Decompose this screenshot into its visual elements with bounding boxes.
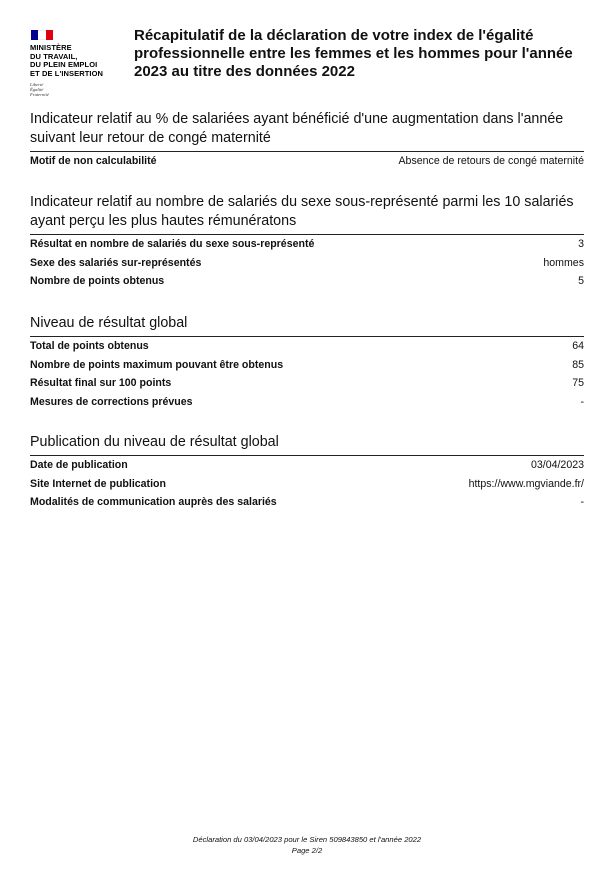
ministry-logo	[30, 30, 125, 97]
section-title: Publication du niveau de résultat global	[30, 433, 584, 456]
data-row	[30, 374, 584, 393]
page-footer	[0, 834, 614, 856]
row-label: Nombre de points obtenus	[30, 275, 165, 288]
row-label: Modalités de communication auprès des salariés	[30, 496, 277, 509]
row-label: Site Internet de publication	[30, 477, 166, 490]
row-label: Sexe des salariés sur-représentés	[30, 256, 202, 269]
row-label: Date de publication	[30, 459, 128, 472]
row-value: 85	[572, 358, 584, 371]
ministry-name	[30, 44, 125, 78]
motto-line: Liberté	[30, 82, 44, 88]
document-title: Récapitulatif de la déclaration de votre index de l'égalité professionnelle entre les femmes et les hommes pour l'année 2023 au titre des données 2022	[134, 27, 573, 80]
section-global-result	[30, 314, 584, 411]
data-row	[30, 272, 584, 291]
ministry-line: ET DE L'INSERTION	[30, 68, 104, 78]
data-row	[30, 152, 584, 171]
data-row	[30, 475, 584, 494]
publication-website-link[interactable]: https://www.mgviande.fr/	[468, 477, 584, 490]
page-number: Page 2/2	[291, 846, 323, 855]
data-row	[30, 254, 584, 273]
ministry-line: MINISTÈRE	[30, 43, 72, 52]
footer-declaration-line: Déclaration du 03/04/2023 pour le Siren 509843850 et l'année 2022	[192, 835, 422, 844]
section-publication	[30, 433, 584, 512]
row-label: Motif de non calculabilité	[30, 155, 157, 168]
row-value: hommes	[543, 256, 584, 269]
row-label: Résultat en nombre de salariés du sexe sous-représenté	[30, 238, 315, 251]
data-row	[30, 493, 584, 512]
row-value: Absence de retours de congé maternité	[398, 155, 584, 168]
section-title: Indicateur relatif au nombre de salariés du sexe sous-représenté parmi les 10 salariés ayant perçu les plus hautes rémunératons	[30, 193, 584, 235]
french-flag-icon	[31, 30, 53, 40]
row-value: 64	[572, 340, 584, 353]
data-row	[30, 356, 584, 375]
row-value: -	[580, 496, 584, 509]
row-label: Total de points obtenus	[30, 340, 149, 353]
data-row	[30, 235, 584, 254]
ministry-line: DU TRAVAIL,	[30, 51, 78, 61]
motto-line: Égalité	[30, 87, 44, 93]
section-top-earners-indicator	[30, 193, 584, 291]
row-value: 75	[572, 377, 584, 390]
row-value: 3	[578, 238, 584, 251]
ministry-line: DU PLEIN EMPLOI	[30, 60, 98, 70]
row-label: Mesures de corrections prévues	[30, 395, 193, 408]
motto-line: Fraternité	[30, 92, 49, 98]
row-value: -	[580, 395, 584, 408]
section-maternity-indicator	[30, 110, 584, 171]
row-value: 03/04/2023	[530, 459, 584, 472]
row-label: Nombre de points maximum pouvant être obtenus	[30, 358, 284, 371]
row-value: 5	[578, 275, 584, 288]
row-label: Résultat final sur 100 points	[30, 377, 172, 390]
section-title: Niveau de résultat global	[30, 314, 584, 337]
data-row	[30, 337, 584, 356]
section-title: Indicateur relatif au % de salariées ayant bénéficié d'une augmentation dans l'année suivant leur retour de congé maternité	[30, 110, 584, 152]
data-row	[30, 456, 584, 475]
republic-motto	[30, 82, 125, 97]
data-row	[30, 393, 584, 412]
